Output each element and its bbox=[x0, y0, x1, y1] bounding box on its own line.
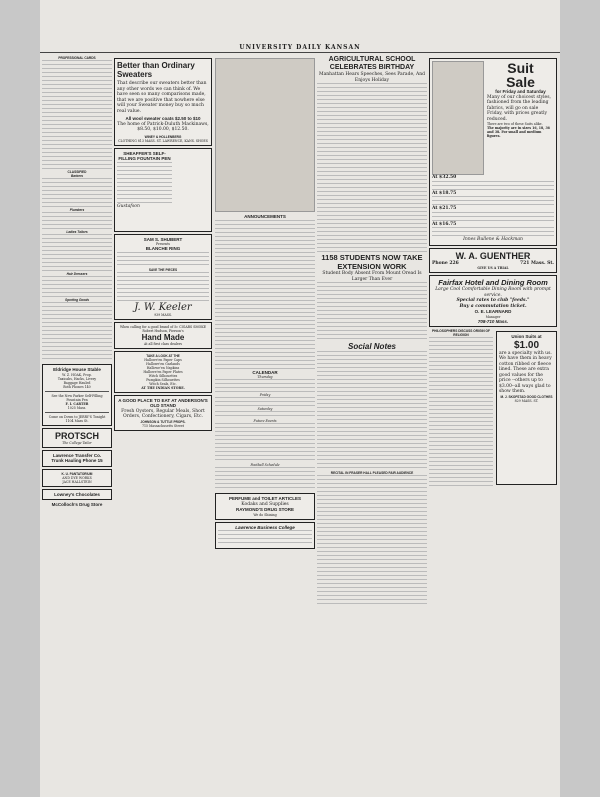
philosophers-text bbox=[429, 337, 493, 487]
column-3 bbox=[215, 56, 315, 791]
keeler-addr: 939 MASS. bbox=[154, 312, 172, 317]
calendar-day: Thursday bbox=[257, 375, 273, 379]
clothier-name: WINEY & HOLLENBERG bbox=[144, 134, 182, 139]
halloween-title: TAKE A LOOK AT THE bbox=[146, 353, 180, 358]
anderson-addr: 715 Massachusetts Street bbox=[141, 423, 185, 428]
price-text bbox=[432, 196, 554, 206]
suit-days: for Friday and Saturday bbox=[495, 89, 546, 94]
mccolloch-title: McColloch's Drug Store bbox=[51, 502, 103, 507]
halloween-item: Pumpkin Silhouettes bbox=[146, 377, 180, 382]
sweaters-foot: The home of Patrick-Duluth Mackinaws, $8.50, $10.00, $12.50. bbox=[117, 121, 209, 132]
ag-headline: AGRICULTURAL SCHOOL CELEBRATES BIRTHDAY bbox=[328, 56, 416, 71]
business-college-text bbox=[218, 530, 312, 546]
sheaffer-ad bbox=[114, 148, 212, 232]
suit-desc: Many of our choicest styles, fashioned from the leading fabrics, will go on sale Friday, with prices greatly reduced. bbox=[487, 94, 551, 122]
lowneys-title: Lowney's Chocolates bbox=[54, 491, 100, 497]
halloween-item: Witch Silhouettes bbox=[148, 373, 178, 378]
announcements-title: ANNOUNCEMENTS bbox=[244, 214, 286, 219]
guenther-phone: Phone 226 bbox=[432, 260, 459, 266]
tailors-text bbox=[42, 234, 112, 272]
calendar-text bbox=[215, 379, 315, 393]
save-text bbox=[117, 272, 209, 302]
sweaters-price: All wool sweater coats $2.50 to $10 bbox=[125, 116, 201, 121]
price-tier: At $16.75 bbox=[432, 221, 457, 227]
fairfax-role: Manager bbox=[485, 314, 501, 319]
guenther-trial: GIVE US A TRIAL bbox=[477, 266, 509, 270]
extension-subhead: Student Body Absent From Mount Oread Is Larger Than Ever bbox=[322, 271, 422, 282]
pantatorium-title: K. U. PANTATORIUM bbox=[61, 471, 93, 476]
transfer-sub: Trunk Hauling Phone 15 bbox=[51, 458, 103, 463]
suit-illustration bbox=[215, 58, 315, 212]
recital-headline: RECITAL IN FRASER HALL PLEASED FAIR AUDIENCE bbox=[330, 471, 414, 475]
hand-made: Hand Made bbox=[141, 332, 185, 342]
fairfax-ticket: Buy a commutation ticket. bbox=[459, 303, 527, 309]
social-text bbox=[317, 351, 427, 471]
price-text bbox=[432, 212, 554, 222]
jerrys-ad: Come on Down to JERRY'S Tonight bbox=[48, 414, 106, 419]
fairfax-rates: Special rates to club "feeds." bbox=[456, 298, 530, 303]
livery-ad bbox=[42, 364, 112, 426]
shubert-presents: Presents bbox=[155, 242, 171, 246]
union-price: $1.00 bbox=[513, 339, 540, 351]
price-tier: At $18.75 bbox=[432, 190, 457, 196]
sporting-heading: Sporting Goods bbox=[64, 298, 90, 302]
hairdressers-heading: Hair Dressers bbox=[66, 272, 88, 276]
hairdressers-text bbox=[42, 276, 112, 298]
indian-store: AT THE INDIAN STORE. bbox=[141, 385, 185, 390]
calendar-day: Football Schedule bbox=[250, 463, 280, 467]
masthead-rule bbox=[40, 52, 560, 53]
cards-title: PROFESSIONAL CARDS bbox=[58, 56, 96, 60]
column-2 bbox=[114, 56, 212, 791]
scan-margin-left bbox=[0, 0, 40, 797]
announcements-text bbox=[215, 220, 315, 370]
livery-line-1: Taxicabs, Hacks, Livery bbox=[57, 376, 97, 381]
hand-made-by: Robert Hudson, Pierson's bbox=[142, 328, 184, 333]
pen-addr: 1025 Mass. bbox=[67, 405, 87, 410]
sheaffer-text bbox=[117, 162, 172, 204]
livery-sub: W. Z. HOAK, Prop. bbox=[62, 372, 92, 377]
barbers-text bbox=[42, 178, 112, 208]
livery-line-3: Both Phones 140 bbox=[63, 384, 91, 389]
guenther-name: W. A. GUENTHER bbox=[455, 250, 531, 261]
cigar-line: When calling for a good brand of 5c CIGARS SMOKE bbox=[119, 324, 207, 329]
column-5 bbox=[429, 56, 557, 791]
guenther-ad bbox=[429, 248, 557, 274]
store-signature: Innes Bullene & Hackman bbox=[463, 237, 523, 242]
scan-margin-right bbox=[560, 0, 600, 797]
calendar-text bbox=[215, 423, 315, 463]
column-4 bbox=[317, 56, 427, 791]
calendar-day: Saturday bbox=[257, 407, 273, 411]
halloween-item: Hallowe'en Paper Caps bbox=[144, 357, 182, 362]
fairfax-addr: 708-710 Mass. bbox=[477, 318, 509, 324]
keeler-sig: J. W. Keeler bbox=[134, 301, 192, 313]
transfer-ad bbox=[42, 450, 112, 467]
social-heading: Social Notes bbox=[347, 342, 396, 351]
transfer-title: Lawrence Transfer Co. bbox=[52, 452, 102, 458]
halloween-item: Hallowe'en Paper Plates bbox=[143, 369, 183, 374]
halloween-item: Hallowe'en Garlands bbox=[146, 361, 180, 366]
philosophers-headline: PHILOSOPHERS DISCUSS ORIGIN OF RELIGION bbox=[432, 329, 490, 337]
calendar-title: CALENDAR bbox=[252, 369, 278, 375]
livery-title: Eldridge House Stable bbox=[53, 367, 101, 372]
fairfax-title: Fairfax Hotel and Dining Room bbox=[438, 278, 548, 287]
pen-dealer: F. I. CARTER bbox=[65, 401, 89, 406]
halloween-item: Witch Seals, Etc. bbox=[149, 381, 177, 386]
anderson-props: JOHNSON & TUTTLE PROPS. bbox=[140, 419, 186, 424]
raymonds-sub: We do Shining bbox=[253, 512, 277, 517]
suit-sale-ad bbox=[429, 58, 557, 246]
extension-headline: 1158 STUDENTS NOW TAKE EXTENSION WORK bbox=[321, 253, 423, 271]
plumbers-text bbox=[42, 212, 112, 230]
philosophers-article bbox=[429, 329, 493, 487]
suit-title: Suit bbox=[507, 60, 534, 76]
recital-article bbox=[317, 475, 427, 605]
business-college-ad bbox=[215, 522, 315, 550]
price-text bbox=[432, 181, 554, 191]
clothier-addr: CLOTHING 813 MASS. ST. LAWRENCE, KANS. SHOES bbox=[118, 138, 208, 143]
price-tier: At $32.50 bbox=[432, 175, 457, 180]
sweaters-body: That describe our sweaters better than any other words we can think of. We have seen so many comparisons made, that we are positive that nowhere else will your Sweater money buy so much real value. bbox=[117, 81, 207, 114]
halloween-ad bbox=[114, 351, 212, 393]
column-1 bbox=[42, 56, 112, 791]
barbers-heading: Barbers bbox=[70, 174, 84, 178]
raymonds-ad bbox=[215, 493, 315, 520]
suit-sizes: The majority are in sizes 16, 18, 36 and 38. For small and medium figures. bbox=[487, 126, 550, 138]
union-suits-ad bbox=[496, 331, 557, 485]
kodaks: Kodaks and Supplies bbox=[241, 501, 289, 507]
anderson-menu: Fresh Oysters, Regular Meals, Short Orders, Confectionery, Cigars, Etc. bbox=[121, 408, 205, 419]
gustafson-sig: Gustafson bbox=[117, 203, 140, 209]
calendar-day: Friday bbox=[259, 393, 271, 397]
woman-illustration bbox=[432, 61, 484, 175]
perfume-title: PERFUME and TOILET ARTICLES bbox=[228, 496, 301, 501]
union-title: Union Suits at bbox=[511, 334, 542, 339]
protsch-title: PROTSCH bbox=[54, 430, 99, 441]
anderson-title: A GOOD PLACE TO EAT AT ANDERSON'S OLD STAND bbox=[118, 397, 208, 408]
blanche-ring: BLANCHE RING bbox=[145, 246, 181, 251]
extension-article bbox=[317, 282, 427, 342]
sweaters-headline: Better than Ordinary Sweaters bbox=[117, 61, 195, 79]
hand-made-foot: At all first class dealers bbox=[144, 341, 182, 346]
cigar-ad bbox=[114, 322, 212, 349]
save-prices: SAVE THE PIECES bbox=[148, 267, 178, 272]
skofstad-addr: 829 MASS. ST. bbox=[514, 398, 539, 403]
lowneys-ad bbox=[42, 489, 112, 501]
fairfax-sub: Large Cool Comfortable Dining Room with prompt service. bbox=[435, 287, 551, 298]
calendar-text bbox=[215, 467, 315, 491]
suit-count: There are two of these Suits alike. bbox=[487, 122, 543, 126]
calendar-text bbox=[215, 411, 315, 419]
guenther-addr: 721 Mass. St. bbox=[520, 260, 554, 266]
ag-article bbox=[317, 83, 427, 253]
classified-title: CLASSIFIED bbox=[67, 170, 87, 174]
fairfax-ad bbox=[429, 275, 557, 327]
calendar-text bbox=[215, 397, 315, 407]
ag-subhead: Manhattan Hears Speeches, Sees Parade, And Enjoys Holiday bbox=[318, 72, 426, 83]
shubert-text bbox=[117, 252, 209, 268]
pantatorium-owner: JACE HALLSTEIN bbox=[62, 479, 92, 484]
sale-title: Sale bbox=[506, 74, 535, 90]
jerrys-addr: 1104 Mass St. bbox=[65, 418, 89, 423]
protsch-sub: The College Tailor bbox=[62, 440, 92, 445]
masthead: UNIVERSITY DAILY KANSAN bbox=[239, 44, 361, 51]
business-college: Lawrence Business College bbox=[235, 524, 295, 530]
shubert-ad bbox=[114, 234, 212, 320]
cards-text-block bbox=[42, 60, 112, 170]
pen-line: See the New Parker Self-Filling Fountain Pen bbox=[51, 393, 103, 402]
union-desc: are a specialty with us. We have them in heavy cotton ribbed or fleece lined. These are extra good values for the price --others up to $3.00--all ways glad to show them. bbox=[499, 350, 552, 394]
price-text bbox=[432, 227, 554, 237]
sweaters-ad bbox=[114, 58, 212, 146]
sheaffer-title: SHEAFFER'S SELF-FILLING FOUNTAIN PEN bbox=[118, 150, 171, 161]
fairfax-owner: O. E. LEARNARD bbox=[474, 309, 512, 314]
protsch-ad bbox=[42, 428, 112, 448]
plumbers-heading: Plumbers bbox=[69, 208, 85, 212]
raymonds: RAYMOND'S DRUG STORE bbox=[235, 507, 295, 512]
shubert-title: SAM S. SHUBERT bbox=[143, 236, 183, 242]
tailors-heading: Ladies Tailors bbox=[66, 230, 88, 234]
calendar-day: Future Events bbox=[253, 419, 277, 423]
pantatorium-sub: AND DYE WORKS bbox=[62, 475, 92, 480]
anderson-ad bbox=[114, 395, 212, 431]
halloween-item: Hallowe'en Napkins bbox=[146, 365, 180, 370]
sporting-text bbox=[42, 302, 112, 362]
skofstad-name: M. J. SKOFSTAD GOOD CLOTHES bbox=[500, 394, 553, 399]
price-tier: At $21.75 bbox=[432, 206, 457, 211]
livery-line-2: Baggage Hauled bbox=[63, 380, 91, 385]
pantatorium-ad bbox=[42, 469, 112, 487]
